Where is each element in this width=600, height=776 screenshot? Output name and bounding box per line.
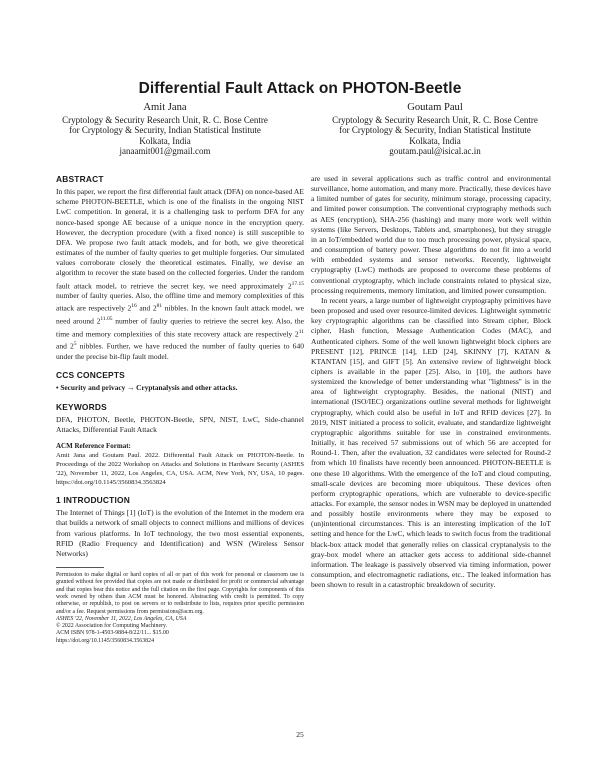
- doi-link[interactable]: https://doi.org/10.1145/3560834.3563824: [56, 637, 155, 644]
- reference-format-heading: ACM Reference Format:: [56, 442, 131, 451]
- introduction-text: The Internet of Things [1] (IoT) is the evolution of the Internet in the modern era that builds a network of small objects to connect millions and millions of devices from various platforms. In IoT technology, the two most essential exponents, RFID (Radio Frequency and Identification) and WSN (Wireless Sensor Networks): [56, 508, 304, 558]
- author-affiliation: Cryptology & Security Research Unit, R. C. Bose Centre: [332, 114, 538, 125]
- keywords-text: DFA, PHOTON, Beetle, PHOTON-Beetle, SPN, NIST, LwC, Side-channel Attacks, Differential Fault Attack: [56, 414, 304, 434]
- paper-title: Differential Fault Attack on PHOTON-Beetle: [138, 80, 462, 97]
- author-affiliation: for Cryptology & Security, Indian Statistical Institute: [339, 125, 531, 136]
- introduction-heading: 1 INTRODUCTION: [56, 495, 130, 506]
- footnote-rule: [56, 567, 104, 568]
- right-column: [311, 174, 551, 590]
- left-column: [56, 174, 304, 645]
- isbn-line: ACM ISBN 978-1-4503-9884-8/22/11... $15.00: [56, 630, 169, 637]
- author-location: Kolkata, India: [409, 135, 461, 146]
- venue-line: ASHES '22, November 11, 2022, Los Angeles, CA, USA: [56, 615, 187, 622]
- reference-format-text: Amit Jana and Goutam Paul. 2022. Differential Fault Attack on PHOTON-Beetle. In Proceedings of the 2022 Workshop on Attacks and Solutions in Hardware Security (ASHES '22), November 11, 2022, Los Angeles, CA, USA. ACM, New York, NY, USA, 10 pages. https://doi.org/10.1145/3560834.3563824: [56, 452, 304, 487]
- keywords-heading: KEYWORDS: [56, 401, 107, 412]
- ccs-heading: CCS CONCEPTS: [56, 370, 125, 381]
- body-paragraph: In recent years, a large number of lightweight cryptography primitives have been proposed and used over resource-limited devices. Lightweight symmetric key cryptographic algorithms can be classified into Stream cipher, Block cipher, Hash function, Message Authentication Codes (MAC), and Authenticated ciphers. Some of the well known lightweight block ciphers are PRESENT [12], PRINCE [14], LED [24], SKINNY [7], KATAN & KTANTAN [15], and GIFT [5]. An extensive review of lightweight block ciphers is available in the paper [25]. Also, in [10], the authors have systemized the knowledge of better understanding what "lightness" is in the area of lightweight cryptography. Besides, the national (NIST) and international (ISO/IEC) organizations outline several methods for lightweight cryptography, which could also be useful in IoT and RFID devices [27]. In 2019, NIST initiated a process to solicit, evaluate, and standardize lightweight cryptographic algorithms suitable for use in constrained environments. Initially, it has received 57 submissions out of which 56 are accepted for Round-1. Then, after the evaluation, 32 candidates were selected for Round-2 from which 10 finalists have recently been announced. PHOTON-BEETLE is one these 10 algorithms. With the emergence of the IoT and cloud computing, small-scale devices are becoming more ubiquitous. These devices often perform cryptographic operations, which are vulnerable to device-specific attacks. For example, the sensor nodes in WSN may be deployed in unattended and possibly hostile environments where they may be exposed to (un)intentional circumstances. This is an interesting implication of the IoT setting and hence for the LwC, which leads to switch focus from the traditional black-box attack model that generally relies on classical cryptanalysis to the gray-box model where an attacker gets access to additional side-channel information. The leakage is passively observed via timing information, power consumption, and electromagnetic radiations, etc.. The leaked information has been shown to result in a catastrophic breakdown of security.: [311, 295, 551, 590]
- copyright-footnote: [56, 572, 304, 645]
- permission-notice: Permission to make digital or hard copies of all or part of this work for personal or classroom use is granted without fee provided that copies are not made or distributed for profit or commercial advantage and that copies bear this notice and the full citation on the first page. Copyrights for components of this work owned by others than ACM must be honored. Abstracting with credit is permitted. To copy otherwise, or republish, to post on servers or to redistribute to lists, requires prior specific permission and/or a fee. Request permissions from permissions@acm.org.: [56, 572, 304, 615]
- author-email: goutam.paul@isical.ac.in: [389, 146, 481, 157]
- copyright-line: © 2022 Association for Computing Machinery.: [56, 623, 168, 630]
- author-block-1: [30, 103, 300, 157]
- page-number: 25: [296, 730, 304, 739]
- author-email: janaamit001@gmail.com: [119, 146, 211, 157]
- body-paragraph: are used in several applications such as traffic control and environmental surveillance, home automation, and many more. Practically, these devices have a limited number of gates for security, minimum storage, processing capacity, and limited power consumption. The conventional cryptography methods such as AES (encryption), SHA-256 (hashing) and many more work well within systems (like Servers, Desktops, Tablets and, smartphones), but they struggle in an IoT/embedded world due to too much processing power, physical space, and consumption of battery power. These algorithms do not fit into a world with embedded systems and sensor networks. Recently, lightweight cryptography (LwC) methods are proposed to overcome these problems of conventional cryptography, which include constraints related to physical size, processing requirements, memory limitation, and limited power consumption.: [311, 174, 551, 295]
- author-location: Kolkata, India: [139, 135, 191, 146]
- author-block-2: [300, 103, 570, 157]
- abstract-heading: ABSTRACT: [56, 174, 104, 184]
- author-affiliation: for Cryptology & Security, Indian Statistical Institute: [69, 125, 261, 136]
- author-affiliation: Cryptology & Security Research Unit, R. C. Bose Centre: [62, 114, 268, 125]
- author-name: Amit Jana: [143, 102, 187, 113]
- author-name: Goutam Paul: [407, 102, 463, 113]
- abstract-text: In this paper, we report the first differential fault attack (DFA) on nonce-based AE scheme PHOTON-BEETLE, which is one of the finalists in the ongoing NIST LwC competition. In general, it is a challenging task to perform DFA for any nonce-based sponge AE because of a unique nonce in the encryption query. However, the decryption procedure (with a fixed nonce) is still susceptible to DFA. We propose two fault attack models, and for both, we give theoretical estimates of the number of faulty queries to get multiple forgeries. Our simulated values corroborate closely the theoretical estimates. Finally, we devise an algorithm to recover the state based on the collected forgeries. Under the random fault attack model, to retrieve the secret key, we need approximately $2^{17.15}$ number of faulty queries. Also, the offline time and memory complexities of this attack are respectively $2^{16}$ and $2^{81}$ nibbles. In the known fault attack model, we need around $2^{11.05}$ number of faulty queries to retrieve the secret key. Also, the time and memory complexities of this state recovery attack are respectively $2^{11}$ and $2^5$ nibbles. Further, we have reduced the number of faulty queries to 640 under the precise bit-flip fault model.: [56, 187, 304, 362]
- ccs-text: • Security and privacy → Cryptanalysis and other attacks.: [56, 383, 238, 393]
